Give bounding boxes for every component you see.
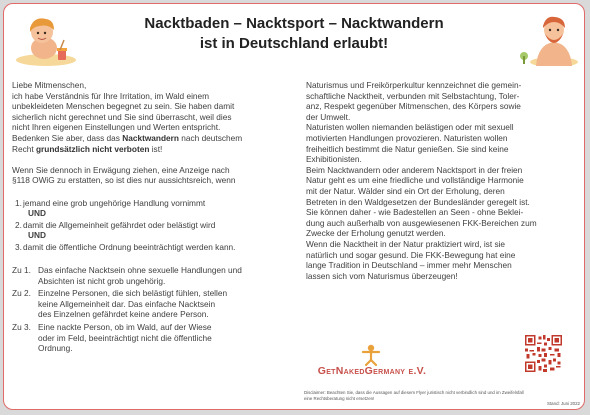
- text-line: nicht Ihren eigenen Einstellungen und Werten entspricht.: [12, 122, 221, 133]
- text-line: [12, 133, 284, 144]
- text-line: mit der Natur. Wälder sind ein Ort der Erholung, deren: [306, 185, 505, 196]
- text-run: nach deutschem: [178, 132, 243, 143]
- rebuttal-list: [12, 265, 284, 354]
- text-line: schaftliche Nacktheit, verbunden mit Selbstachtung, Toler-: [306, 90, 520, 101]
- text-line: Absichten ist nicht grob ungehörig.: [38, 275, 166, 286]
- text-line: unbekleideten Menschen begegnet zu sein. Sie haben damit: [12, 101, 235, 112]
- text-line: Naturisten wollen niemanden belästigen oder mit sexuell: [306, 122, 514, 133]
- text-line: ich habe Verständnis für Ihre Irritation, im Wald einem: [12, 90, 210, 101]
- text-line: keine Allgemeinheit dar. Das einfache Nacktsein: [38, 298, 216, 309]
- list-text: jemand eine grob ungehörige Handlung vornimmt: [23, 197, 206, 208]
- text-line: des Einzelnen gefährdet keine andere Person.: [38, 309, 209, 320]
- text-run: Recht: [12, 143, 36, 154]
- text-line: lassen sich vom Naturismus überzeugen!: [306, 270, 458, 281]
- rebuttal-item: [12, 288, 284, 320]
- flyer-card: [3, 3, 585, 410]
- text-line: natürlich und sogar gesund. Die FKK-Bewegung hat eine: [306, 249, 516, 260]
- list-number: 2.: [15, 219, 22, 230]
- page-title: [94, 14, 494, 54]
- text-line: Wenn Sie dennoch in Erwägung ziehen, eine Anzeige nach: [12, 164, 230, 175]
- list-text: damit die öffentliche Ordnung beeinträchtigt werden kann.: [23, 241, 236, 252]
- text-line: Naturismus und Freikörperkultur kennzeichnet die gemein-: [306, 80, 522, 90]
- text-line: sicherlich nicht gerechnet und Sie sind überrascht, weil dies: [12, 111, 232, 122]
- text-run: ist!: [149, 143, 163, 154]
- text-line: Wenn die Nacktheit in der Natur praktiziert wird, ist sie: [306, 238, 506, 249]
- text-line: freiheitlich bestimmt die Natur genießen. Sie sind keine: [306, 143, 509, 154]
- und-connector: UND: [28, 208, 46, 219]
- rebuttal-item: [12, 265, 284, 286]
- text-line: anz, Respekt gegenüber Mitmenschen, des Körpers sowie: [306, 101, 521, 112]
- text-line: Einzelne Personen, die sich belästigt fühlen, stellen: [38, 288, 228, 299]
- text-line: Exhibitionisten.: [306, 154, 362, 165]
- list-number: 1.: [15, 197, 22, 208]
- text-line: lange Tradition in Deutschland – immer mehr Menschen: [306, 260, 512, 271]
- logo-text: GetNakedGermany e.V.: [317, 365, 427, 377]
- text-line: [12, 144, 284, 155]
- title-line-1: Nacktbaden – Nacktsport – Nacktwandern: [144, 15, 444, 32]
- list-number: 3.: [15, 241, 22, 252]
- rebuttal-label: Zu 1.: [12, 265, 31, 276]
- text-line: Natur geht es um eine friedliche und vollständige Harmonie: [306, 175, 524, 186]
- list-item: [12, 198, 284, 209]
- condition-list: [12, 198, 284, 253]
- text-line: oder im Feld, beeinträchtigt nicht die öffentliche: [38, 332, 212, 343]
- text-line: Betreten in den Waldgesetzen der Bundesländer geregelt ist.: [306, 196, 530, 207]
- text-line: Zwecke der Erholung genutzt werden.: [306, 228, 446, 239]
- text-line: Das einfache Nacktsein ohne sexuelle Handlungen und: [38, 265, 242, 276]
- text-line: Ordnung.: [38, 343, 73, 354]
- left-column: [12, 80, 284, 354]
- text-line: dung auch außerhalb von ausgewiesenen FKK-Bereichen zum: [306, 217, 537, 228]
- qr-code-icon[interactable]: [525, 335, 562, 372]
- list-item: [12, 242, 284, 253]
- child-mascot-icon: [14, 12, 78, 66]
- text-line: Eine nackte Person, ob im Wald, auf der Wiese: [38, 322, 212, 333]
- disclaimer-line: eine Rechtsberatung nicht ersetzen!: [304, 395, 375, 401]
- text-run: Bedenken Sie aber, dass das: [12, 132, 123, 143]
- disclaimer-line: Disclaimer: Beachten Sie, dass die Aussagen auf diesem Flyer juristisch nicht verbindlich sind und im Zweifelsfall: [304, 390, 524, 395]
- emphasis-nacktwandern: Nacktwandern: [122, 132, 179, 143]
- list-item: [12, 220, 284, 231]
- text-line: §118 OWiG zu erstatten, so ist dies nur aussichtsreich, wenn: [12, 175, 236, 186]
- title-line-2: ist in Deutschland erlaubt!: [199, 35, 389, 52]
- text-line: Sie können daher - wie Badestellen an Seen - ohne Beklei-: [306, 207, 524, 218]
- text-line: der Umwelt.: [306, 111, 351, 122]
- man-mascot-icon: [514, 12, 580, 66]
- und-connector: UND: [28, 230, 46, 241]
- text-line: Beim Nacktwandern oder anderem Nacktsport in der freien: [306, 164, 523, 175]
- text-line: motivierten Handlungen provozieren. Naturisten wollen: [306, 132, 508, 143]
- rebuttal-label: Zu 3.: [12, 322, 31, 333]
- emphasis-not-forbidden: grundsätzlich nicht verboten: [35, 143, 150, 154]
- rebuttal-item: [12, 322, 284, 354]
- right-column: [306, 80, 576, 281]
- disclaimer: [304, 390, 580, 407]
- date-stamp: Stand: Juni 2022: [547, 401, 580, 407]
- rebuttal-label: Zu 2.: [12, 288, 31, 299]
- getnakedgermany-logo-icon: [326, 343, 416, 383]
- list-text: damit die Allgemeinheit gefährdet oder belästigt wird: [23, 219, 216, 230]
- greeting: Liebe Mitmenschen,: [12, 80, 87, 90]
